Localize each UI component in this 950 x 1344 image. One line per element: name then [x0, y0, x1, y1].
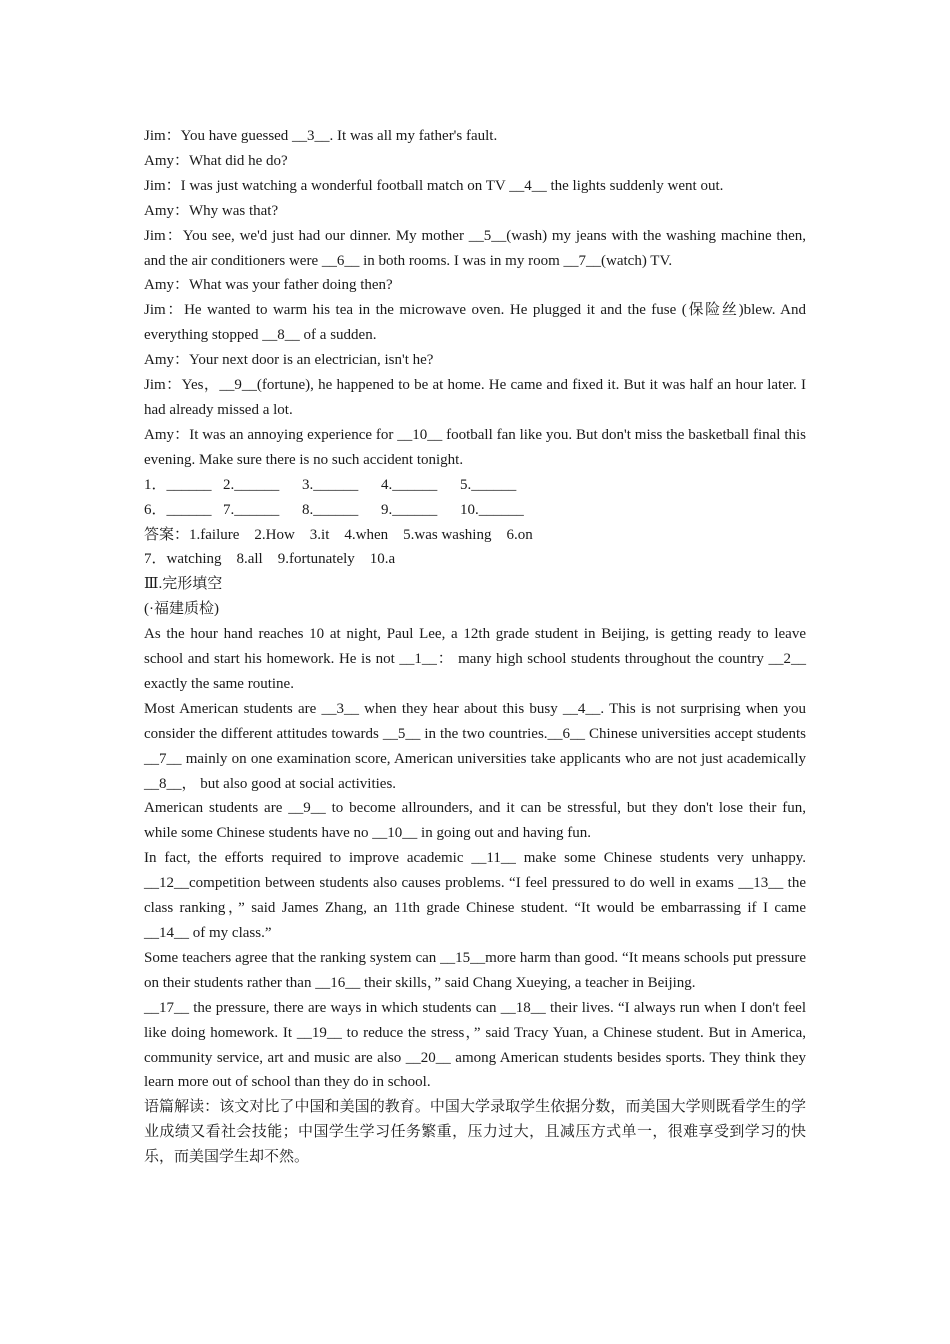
document-page [144, 124, 806, 1170]
answer-key-line: 答案：1.failure 2.How 3.it 4.when 5.was washing 6.on [144, 526, 533, 543]
dialogue-line: Amy：What was your father doing then? [144, 277, 393, 294]
passage-paragraph: Some teachers agree that the ranking system can __15__more harm than good. “It means schools put pressure on their students rather than __16__ their skills，” said Chang Xueying, a teacher in Beijing. [144, 949, 806, 991]
dialogue-line: Amy：Your next door is an electrician, isn't he? [144, 352, 434, 369]
section-source: (·福建质检) [144, 601, 219, 618]
blank-slot: 9.______ [381, 501, 438, 518]
blank-slot: 4.______ [381, 476, 438, 493]
dialogue-line: Amy：It was an annoying experience for __10__ football fan like you. But don't miss the basketball final this evening. Make sure there is no such accident tonight. [144, 426, 806, 468]
blank-row-1 [144, 473, 806, 498]
blank-slot: 10.______ [460, 501, 524, 518]
blank-slot: 2.______ [223, 476, 280, 493]
passage-paragraph: American students are __9__ to become allrounders, and it can be stressful, but they don't lose their fun, while some Chinese students have no __10__ in going out and having fun. [144, 800, 806, 842]
blank-slot: 3.______ [302, 476, 359, 493]
dialogue-line: Jim：Yes，__9__(fortune), he happened to be at home. He came and fixed it. But it was half an hour later. I had already missed a lot. [144, 377, 806, 418]
blank-slot: 7.______ [223, 501, 280, 518]
dialogue-line: Jim：You have guessed __3__. It was all my father's fault. [144, 128, 498, 144]
answer-key-line: 7．watching 8.all 9.fortunately 10.a [144, 551, 396, 568]
section-heading: Ⅲ.完形填空 [144, 576, 223, 593]
reading-note: 语篇解读：该文对比了中国和美国的教育。中国大学录取学生依据分数，而美国大学则既看学生的学业成绩又看社会技能；中国学生学习任务繁重，压力过大，且减压方式单一，很难享受到学习的快乐，而美国学生却不然。 [144, 1099, 806, 1166]
dialogue-line: Jim：He wanted to warm his tea in the microwave oven. He plugged it and the fuse (保险丝)blew. And everything stopped __8__ of a sudden. [144, 302, 806, 344]
blank-row-2 [144, 498, 806, 523]
passage-paragraph: __17__ the pressure, there are ways in which students can __18__ their lives. “I always run when I don't feel like doing homework. It __19__ to reduce the stress，” said Tracy Yuan, a Chinese student. But in America, community service, art and music are also __20__ among American students besides sports. They think they learn more out of school than they do in school. [144, 999, 806, 1091]
dialogue-line: Jim：I was just watching a wonderful football match on TV __4__ the lights suddenly went out. [144, 177, 724, 194]
passage-paragraph: In fact, the efforts required to improve academic __11__ make some Chinese students very unhappy. __12__competition between students also causes problems. “I feel pressured to do well in exams __13__ the class ranking，” said James Zhang, an 11th grade Chinese student. “It would be embarrassing if I came __14__ of my class.” [144, 850, 806, 941]
dialogue-line: Jim：You see, we'd just had our dinner. My mother __5__(wash) my jeans with the washing machine then, and the air conditioners were __6__ in both rooms. I was in my room __7__(watch) TV. [144, 227, 806, 269]
passage-paragraph: Most American students are __3__ when they hear about this busy __4__. This is not surprising when you consider the different attitudes towards __5__ in the two countries.__6__ Chinese universities accept students __7__ mainly on one examination score, American universities take applicants who are not just academically __8__， but also good at social activities. [144, 700, 806, 792]
blank-slot: 6．______ [144, 501, 212, 518]
blank-slot: 8.______ [302, 501, 359, 518]
dialogue-line: Amy：What did he do? [144, 152, 288, 169]
blank-slot: 5.______ [460, 476, 517, 493]
blank-slot: 1．______ [144, 476, 212, 493]
dialogue-line: Amy：Why was that? [144, 202, 279, 219]
passage-paragraph: As the hour hand reaches 10 at night, Paul Lee, a 12th grade student in Beijing, is getting ready to leave school and start his homework. He is not __1__： many high school students throughout the country __2__ exactly the same routine. [144, 626, 806, 692]
